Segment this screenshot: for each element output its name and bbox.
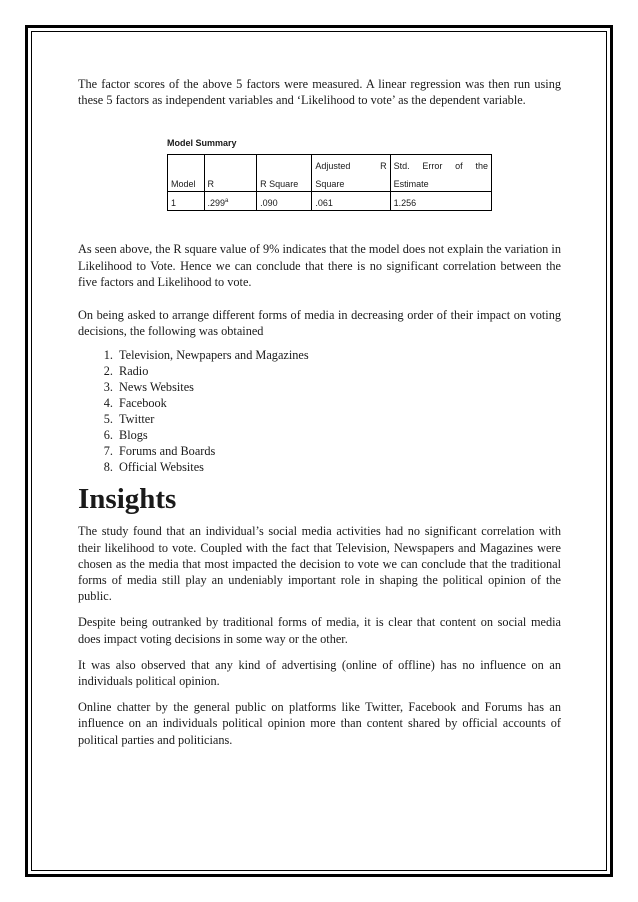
insights-heading: Insights <box>78 483 177 516</box>
cell-model: 1 <box>168 192 205 211</box>
insights-paragraph-1: The study found that an individual’s social media activities had no significant correlation with their likelihood to vote. Coupled with the fact that Television, Newspapers and Magazines were chosen as the media that most impacted the decision to vote we can conclude that the traditional forms of media still play an undeniably important role in shaping the political opinion of the public. <box>78 524 561 604</box>
regression-table <box>167 154 492 211</box>
table-row <box>168 192 492 211</box>
list-item: 2. Radio <box>116 363 561 379</box>
list-item: 4. Facebook <box>116 395 561 411</box>
header-model: Model <box>168 173 205 192</box>
header-adjusted-square: Square <box>312 173 390 192</box>
insights-paragraph-3: It was also observed that any kind of advertising (online of offline) has no influence on an individuals political opinion. <box>78 657 561 689</box>
header-r: R <box>204 173 257 192</box>
list-item: 8. Official Websites <box>116 459 561 475</box>
footnote-marker: a <box>225 198 229 205</box>
header-r-square: R Square <box>257 173 312 192</box>
list-item: 6. Blogs <box>116 427 561 443</box>
list-item: 7. Forums and Boards <box>116 443 561 459</box>
intro-paragraph: The factor scores of the above 5 factors were measured. A linear regression was then run using these 5 factors as independent variables and ‘Likelihood to vote’ as the dependent variable. <box>78 77 561 108</box>
ranking-intro-paragraph: On being asked to arrange different forms of media in decreasing order of their impact on voting decisions, the following was obtained <box>78 308 561 339</box>
cell-r: .299$^a$ <box>204 192 257 211</box>
header-std-error: Std. Error of the <box>390 155 491 174</box>
insights-section <box>78 523 561 747</box>
r-square-paragraph: As seen above, the R square value of 9% indicates that the model does not explain the variation in Likelihood to Vote. Hence we can conclude that there is no significant correlation between the five factors and Likelihood to vote. <box>78 242 561 289</box>
cell-r-square: .090 <box>257 192 312 211</box>
header-estimate: Estimate <box>390 173 491 192</box>
model-summary-table <box>167 138 492 211</box>
list-item: 1. Television, Newpapers and Magazines <box>116 347 561 363</box>
insights-paragraph-2: Despite being outranked by traditional forms of media, it is clear that content on social media does impact voting decisions in some way or the other. <box>78 615 561 646</box>
list-item: 3. News Websites <box>116 379 561 395</box>
page-content <box>78 76 561 758</box>
cell-adjusted-r-square: .061 <box>312 192 390 211</box>
insights-paragraph-4: Online chatter by the general public on platforms like Twitter, Facebook and Forums has an influence on an individuals political opinion more than content shared by official accounts of political parties and politicians. <box>78 700 561 747</box>
cell-std-error: 1.256 <box>390 192 491 211</box>
table-header-row-2 <box>168 173 492 192</box>
table-header-row-1 <box>168 155 492 174</box>
header-adjusted: Adjusted R <box>312 155 390 174</box>
model-summary-title: Model Summary <box>167 138 237 149</box>
list-item: 5. Twitter <box>116 411 561 427</box>
media-ranking-list <box>78 347 561 475</box>
